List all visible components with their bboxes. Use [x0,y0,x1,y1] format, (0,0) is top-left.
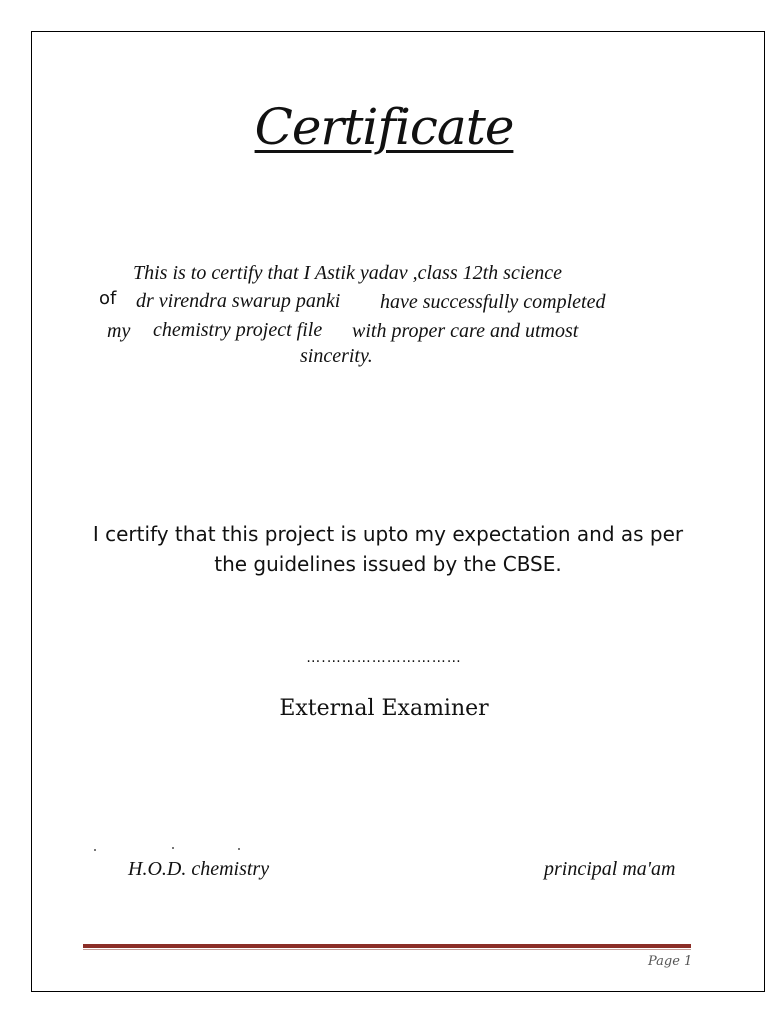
certify-line-1: This is to certify that I Astik yadav ,class 12th science [133,262,563,284]
certify-line-3-rest: with proper care and utmost [352,320,579,342]
scan-mark [172,847,174,849]
certify-line-2-prefix: of [99,288,117,309]
page-number: Page 1 [648,954,693,969]
certify-line-3-subject: chemistry project file [153,319,323,341]
statement-line-2: the guidelines issued by the CBSE. [214,552,562,576]
principal-label: principal ma'am [544,858,676,880]
signature-line: ….……………………… [306,650,462,666]
certify-line-2-school: dr virendra swarup panki [136,290,341,312]
external-examiner-label: External Examiner [279,696,489,721]
scan-mark [94,849,96,851]
footer-rule [83,944,691,948]
statement-line-1: I certify that this project is upto my expectation and as per [92,522,684,546]
certify-line-4: sincerity. [300,345,373,367]
certificate-title: Certificate [254,98,514,156]
page-border [31,31,765,992]
scan-mark [238,848,240,850]
footer-rule-accent [83,949,691,950]
certify-line-3-prefix: my [107,320,131,342]
certify-line-2-rest: have successfully completed [380,291,606,313]
hod-chemistry-label: H.O.D. chemistry [128,858,270,880]
